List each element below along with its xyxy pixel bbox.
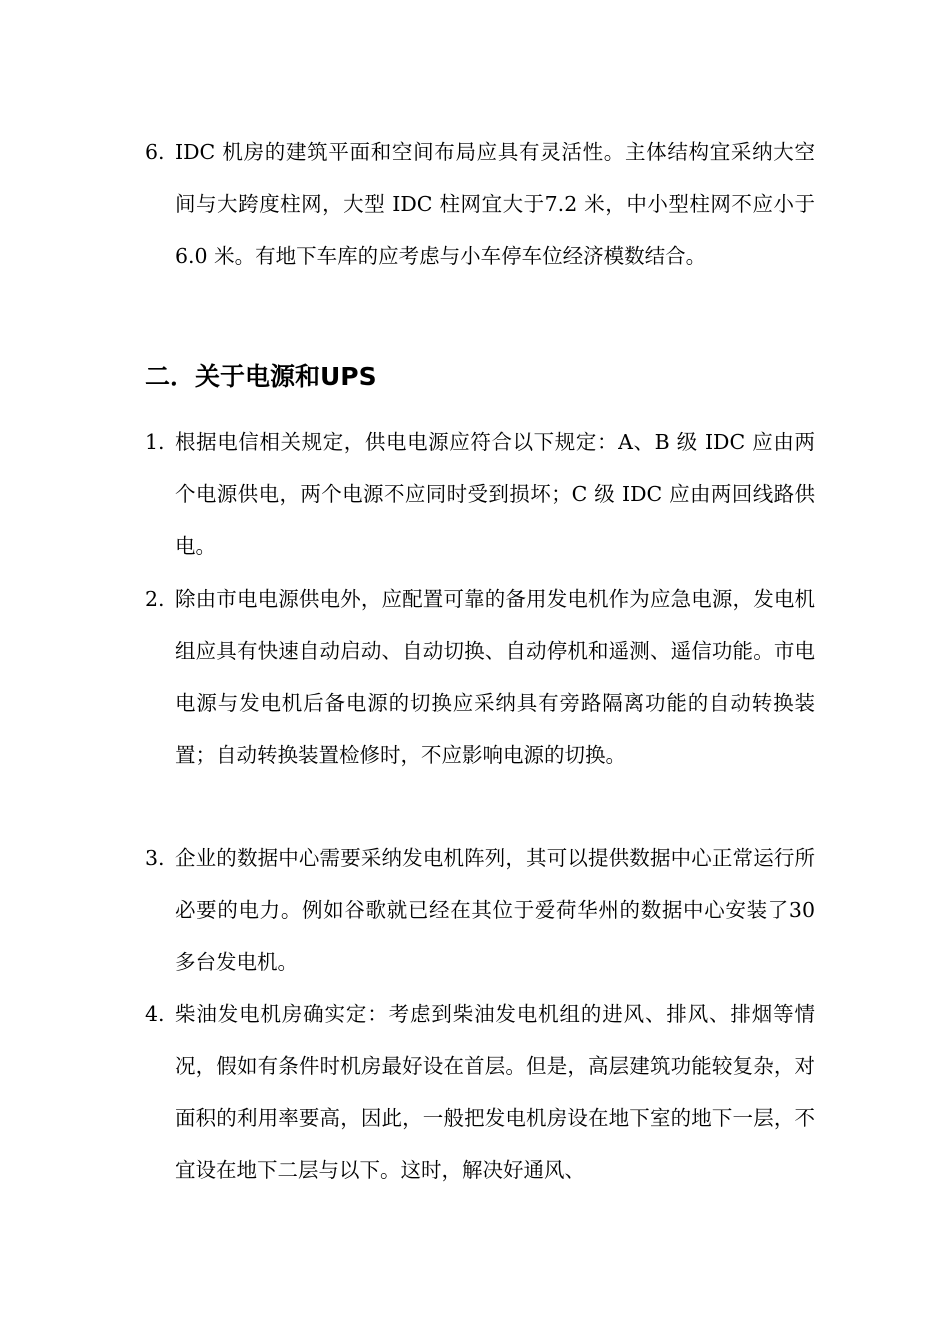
list-item-2 — [145, 573, 815, 781]
section-heading: 二．关于电源和UPS — [145, 362, 377, 391]
list-number: 2. — [145, 587, 165, 611]
list-text: 柴油发电机房确实定：考虑到柴油发电机组的进风、排风、排烟等情况，假如有条件时机房最好设在首层。但是，高层建筑功能较复杂，对面积的利用率要高，因此，一般把发电机房设在地下室的地下一层，不宜设在地下二层与以下。这时，解决好通风、 — [175, 1002, 815, 1182]
list-item-4 — [145, 988, 815, 1196]
list-number: 6. — [145, 140, 165, 164]
list-text: 根据电信相关规定，供电电源应符合以下规定：A、B 级 IDC 应由两个电源供电，两个电源不应同时受到损坏；C 级 IDC 应由两回线路供电。 — [175, 430, 815, 558]
list-number: 3. — [145, 846, 165, 870]
list-number: 1. — [145, 430, 165, 454]
list-item-6 — [145, 126, 815, 282]
list-text: IDC 机房的建筑平面和空间布局应具有灵活性。主体结构宜采纳大空间与大跨度柱网，大型 IDC 柱网宜大于7.2 米，中小型柱网不应小于6.0 米。有地下车库的应考虑与小车停车位经济模数结合。 — [175, 140, 815, 268]
list-text: 企业的数据中心需要采纳发电机阵列，其可以提供数据中心正常运行所必要的电力。例如谷歌就已经在其位于爱荷华州的数据中心安装了30多台发电机。 — [175, 846, 815, 974]
list-number: 4. — [145, 1002, 165, 1026]
list-item-3 — [145, 832, 815, 988]
list-item-1 — [145, 416, 815, 572]
list-text: 除由市电电源供电外，应配置可靠的备用发电机作为应急电源，发电机组应具有快速自动启动、自动切换、自动停机和遥测、遥信功能。市电电源与发电机后备电源的切换应采纳具有旁路隔离功能的自动转换装置；自动转换装置检修时，不应影响电源的切换。 — [175, 587, 815, 767]
